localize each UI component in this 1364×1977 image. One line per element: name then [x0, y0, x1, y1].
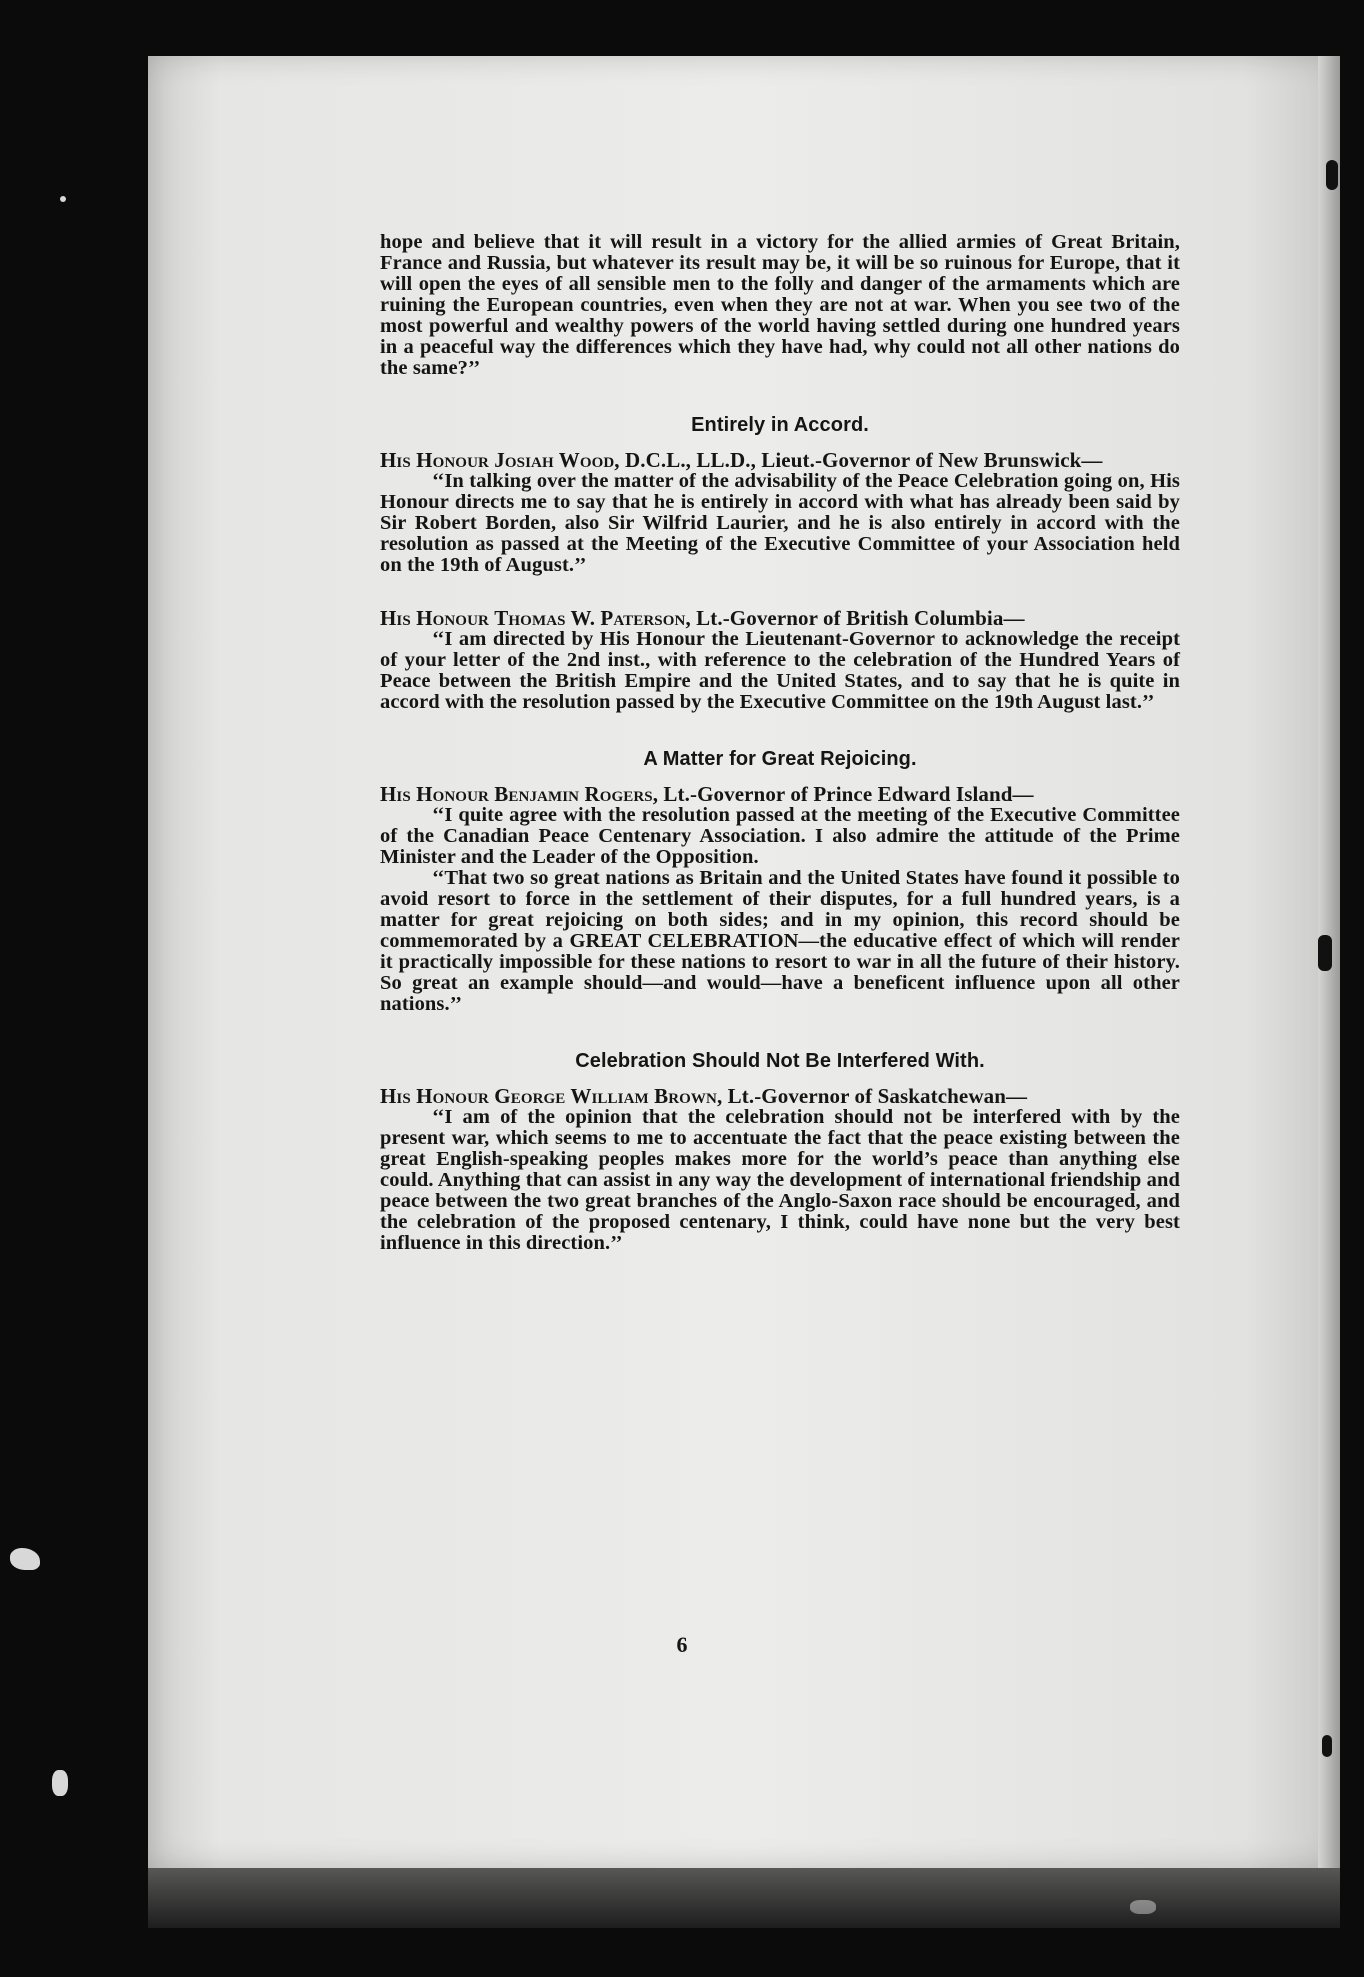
speaker-line — [380, 450, 1180, 471]
speaker-office: , Lt.-Governor of Saskatchewan— — [716, 1084, 1028, 1108]
section-entirely-in-accord — [380, 415, 1180, 576]
intro-paragraph: hope and believe that it will result in a victory for the allied armies of Great Britain, France and Russia, but whatever its result may be, it will be so ruinous for Europe, that it will open the eyes of all sensible men to the folly and danger of the armaments which are ruining the European countries, even when they are not at war. When you see two of the most powerful and wealthy powers of the world having settled during one hundred years in a peaceful way the differences which they have had, why could not all other nations do the same?’’ — [380, 231, 1180, 379]
speaker-line — [380, 784, 1180, 805]
speaker-office: , Lt.-Governor of Prince Edward Island— — [652, 782, 1034, 806]
speaker-line — [380, 608, 1180, 629]
section-great-rejoicing — [380, 749, 1180, 1015]
section-not-interfered-with — [380, 1051, 1180, 1254]
speaker-title: His Honour — [380, 1084, 489, 1108]
scan-speck — [10, 1548, 40, 1570]
speaker-title: His Honour — [380, 448, 489, 472]
binding-mark — [1318, 935, 1332, 971]
section-heading: Celebration Should Not Be Interfered With. — [575, 1050, 985, 1072]
quote-paragraph: ‘‘I quite agree with the resolution passed at the meeting of the Executive Committee of the Canadian Peace Centenary Association. I also admire the attitude of the Prime Minister and the Leader of the Opposition. — [380, 804, 1180, 868]
binding-mark — [1326, 160, 1338, 190]
speaker-name: Thomas W. Paterson — [494, 606, 686, 630]
page-bottom-shadow — [148, 1868, 1340, 1928]
speaker-office: , D.C.L., LL.D., Lieut.-Governor of New Brunswick— — [614, 448, 1103, 472]
speaker-name: Josiah Wood — [494, 448, 615, 472]
quote-paragraph: ‘‘I am directed by His Honour the Lieutenant-Governor to acknowledge the receipt of your letter of the 2nd inst., with reference to the celebration of the Hundred Years of Peace between the British Empire and the United States, and to say that he is quite in accord with the resolution passed by the Executive Committee on the 19th August last.’’ — [380, 628, 1180, 713]
quote-paragraph: ‘‘I am of the opinion that the celebration should not be interfered with by the present war, which seems to me to accentuate the fact that the peace existing between the great English-speaking peoples makes more for the world’s peace than anything else could. Anything that can assist in any way the development of international friendship and peace between the two great branches of the Anglo-Saxon race should be encouraged, and the celebration of the proposed centenary, I think, could have none but the very best influence in this direction.’’ — [380, 1106, 1180, 1254]
quote-paragraph: ‘‘That two so great nations as Britain and the United States have found it possible to avoid resort to force in the settlement of their disputes, for a full hundred years, is a matter for great rejoicing on both sides; and in my opinion, this record should be commemorated by a GREAT CELEBRATION—the educative effect of which will render it practically impossible for these nations to resort to war in all the future of their history. So great an example should—and would—have a beneficent influence upon all other nations.’’ — [380, 867, 1180, 1015]
speaker-line — [380, 1086, 1180, 1107]
section-heading: Entirely in Accord. — [691, 414, 869, 436]
speaker-title: His Honour — [380, 782, 489, 806]
speaker-office: , Lt.-Governor of British Columbia— — [685, 606, 1025, 630]
quote-paragraph: ‘‘In talking over the matter of the advisability of the Peace Celebration going on, His Honour directs me to say that he is entirely in accord with what has already been said by Sir Robert Borden, also Sir Wilfrid Laurier, and he is also entirely in accord with the resolution as passed at the Meeting of the Executive Committee of your Association held on the 19th of August.’’ — [380, 470, 1180, 576]
scan-speck — [60, 196, 66, 202]
speaker-name: Benjamin Rogers — [494, 782, 653, 806]
page-number: 6 — [676, 1632, 688, 1657]
speaker-title: His Honour — [380, 606, 489, 630]
page-body — [380, 232, 1180, 1254]
scan-speck — [52, 1770, 68, 1796]
speaker-name: George William Brown — [494, 1084, 717, 1108]
section-heading: A Matter for Great Rejoicing. — [643, 748, 917, 770]
binding-mark — [1322, 1735, 1332, 1757]
section-british-columbia — [380, 608, 1180, 713]
